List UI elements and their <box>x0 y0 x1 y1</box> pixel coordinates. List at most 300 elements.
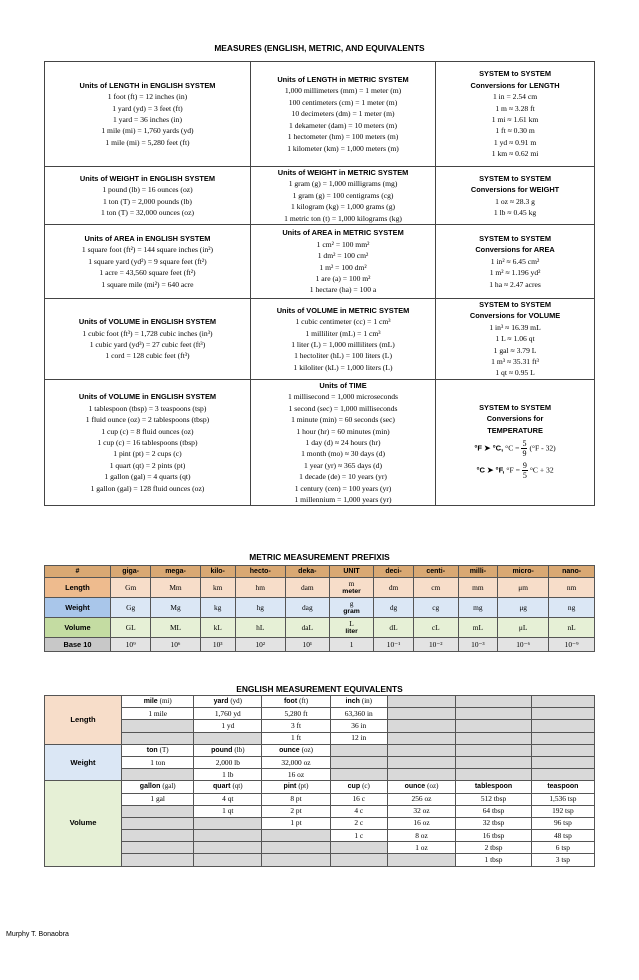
prefix-symbol: cL <box>431 623 440 632</box>
cell-line: 1 in³ ≈ 16.39 mL <box>489 322 541 332</box>
volume-cell: 1 pt <box>262 817 331 829</box>
prefix-symbol: Gm <box>125 583 137 592</box>
cell-line: 1 pint (pt) = 2 cups (c) <box>113 449 182 459</box>
cell-line: 1 year (yr) ≈ 365 days (d) <box>304 460 383 470</box>
volume-cell <box>262 830 331 842</box>
length-header-cell <box>122 696 194 708</box>
volume-cell <box>194 817 262 829</box>
volume-cell: 4 c <box>330 805 387 817</box>
unit-abbr: (c) <box>362 782 370 791</box>
unit-abbr: (T) <box>159 745 169 754</box>
length-row <box>45 720 595 732</box>
cell-line: 1 dm² = 100 cm² <box>317 251 369 261</box>
prefix-cell <box>151 598 200 618</box>
prefix-symbol: kg <box>213 603 222 612</box>
volume-cell: 32 oz <box>387 805 456 817</box>
cell-line: 1 cm² = 100 mm² <box>316 239 370 249</box>
weight-cell: 32,000 oz <box>262 756 331 768</box>
volume-cell: 32 tbsp <box>456 817 531 829</box>
english-title: ENGLISH MEASUREMENT EQUIVALENTS <box>236 684 403 694</box>
prefix-row <box>45 638 595 652</box>
volume-header-row <box>45 781 595 793</box>
units-grid <box>44 61 595 506</box>
cell-line: 1 minute (min) = 60 seconds (sec) <box>291 415 395 425</box>
prefix-row-label: Weight <box>45 598 111 618</box>
length-row <box>45 708 595 720</box>
volume-cell: 1 tbsp <box>456 854 531 866</box>
cell-line: 1 dekameter (dam) = 10 meters (m) <box>289 120 398 130</box>
unit-name: pint <box>283 783 297 791</box>
prefix-cell <box>110 578 150 598</box>
prefix-header-cell: UNIT <box>329 566 373 578</box>
prefix-symbol: kL <box>213 623 222 632</box>
cell-line: 1 in = 2.54 cm <box>492 92 538 102</box>
volume-header-cell <box>387 781 456 793</box>
cell-line: 1 second (sec) = 1,000 milliseconds <box>288 403 398 413</box>
cell-heading: Units of VOLUME in ENGLISH SYSTEM <box>78 317 217 327</box>
prefix-cell: 10² <box>235 638 285 652</box>
length-header-cell <box>456 696 531 708</box>
formula-label: °F ➤ °C, <box>474 443 504 453</box>
prefix-cell <box>413 618 458 638</box>
weight-cell: 16 oz <box>262 769 331 781</box>
weight-header-cell <box>330 744 387 756</box>
formula-label: °C ➤ °F, <box>476 465 505 475</box>
unit-name: cup <box>347 783 361 791</box>
author-footer: Murphy T. Bonaobra <box>6 931 69 938</box>
fraction-denominator: 5 <box>522 471 527 481</box>
cell-line: 1 cubic yard (yd³) = 27 cubic feet (ft³) <box>89 339 206 349</box>
cell-line: 1 day (d) ≈ 24 hours (hr) <box>305 437 381 447</box>
weight-header-cell <box>387 744 456 756</box>
cell-subheading: Conversions for LENGTH <box>470 80 560 90</box>
cell-heading: SYSTEM to SYSTEM <box>479 300 551 310</box>
prefix-cell <box>200 598 235 618</box>
grid-cell <box>250 379 435 505</box>
unit-name: yard <box>213 698 229 706</box>
cell-heading: SYSTEM to SYSTEM <box>479 234 551 244</box>
prefix-cell <box>235 618 285 638</box>
prefix-symbol: mm <box>472 583 484 592</box>
length-cell: 12 in <box>330 732 387 744</box>
weight-cell <box>531 756 594 768</box>
cell-line: 1 gallon (gal) = 128 fluid ounces (oz) <box>90 483 205 493</box>
volume-cell: 1 oz <box>387 842 456 854</box>
length-cell <box>194 732 262 744</box>
prefix-row <box>45 578 595 598</box>
length-cell: 63,360 in <box>330 708 387 720</box>
weight-cell <box>456 756 531 768</box>
prefix-symbol: hg <box>256 603 264 612</box>
grid-cell <box>436 225 595 299</box>
cell-line: 1 gram (g) = 1,000 milligrams (mg) <box>288 179 398 189</box>
cell-heading: Units of WEIGHT in METRIC SYSTEM <box>277 168 409 177</box>
length-cell <box>387 720 456 732</box>
fraction-numerator: 9 <box>522 461 527 471</box>
volume-cell <box>122 817 194 829</box>
grid-cell <box>250 299 435 380</box>
prefix-symbol: nm <box>566 583 577 592</box>
unit-abbr: (lb) <box>234 745 245 754</box>
volume-cell <box>122 854 194 866</box>
prefix-cell: 1 <box>329 638 373 652</box>
cell-line: 1 km ≈ 0.62 mi <box>491 149 539 159</box>
cell-line: 1 square foot (ft²) = 144 square inches (in²) <box>81 245 214 255</box>
cell-line: 1 fluid ounce (oz) = 2 tablespoons (tbsp) <box>85 415 210 425</box>
volume-row <box>45 793 595 805</box>
prefix-cell <box>235 578 285 598</box>
unit-abbr: (yd) <box>230 697 243 706</box>
prefix-cell <box>151 578 200 598</box>
cell-line: 1 acre = 43,560 square feet (ft²) <box>99 268 196 278</box>
prefix-cell: 10⁻⁹ <box>549 638 595 652</box>
volume-cell: 96 tsp <box>531 817 594 829</box>
weight-cell <box>387 756 456 768</box>
length-row <box>45 732 595 744</box>
cell-line: 1 qt ≈ 0.95 L <box>495 368 535 378</box>
length-header-cell <box>330 696 387 708</box>
cell-line: 1 millisecond = 1,000 microseconds <box>288 392 398 402</box>
volume-cell <box>262 854 331 866</box>
prefix-row <box>45 598 595 618</box>
prefix-cell <box>285 618 329 638</box>
cell-line: 1 cord = 128 cubic feet (ft³) <box>105 351 190 361</box>
prefix-header-cell: nano- <box>549 566 595 578</box>
cell-line: 1 square yard (yd²) = 9 square feet (ft²) <box>88 256 207 266</box>
length-cell <box>456 732 531 744</box>
grid-row <box>45 299 595 380</box>
cell-heading: Units of AREA in METRIC SYSTEM <box>282 228 404 238</box>
cell-line: 1 square mile (mi²) = 640 acre <box>101 279 194 289</box>
weight-cell <box>456 769 531 781</box>
weight-cell <box>330 756 387 768</box>
cell-line: 1 metric ton (t) = 1,000 kilograms (kg) <box>284 213 402 223</box>
cell-line: 100 centimeters (cm) = 1 meter (m) <box>288 97 398 107</box>
unit-name: ounce <box>279 746 300 754</box>
unit-abbr: (in) <box>361 697 372 706</box>
volume-cell: 64 tbsp <box>456 805 531 817</box>
prefix-symbol: mL <box>472 623 484 632</box>
cell-line: 1 gal ≈ 3.79 L <box>493 345 537 355</box>
prefix-symbol: km <box>212 583 223 592</box>
weight-label: Weight <box>45 744 122 781</box>
page-title: MEASURES (ENGLISH, METRIC, AND EQUIVALENTS <box>214 43 425 53</box>
cell-line: 1 liter (L) = 1,000 milliliters (mL) <box>291 339 395 349</box>
prefix-cell: 10⁻¹ <box>374 638 414 652</box>
prefix-header-cell: giga- <box>110 566 150 578</box>
prefix-cell <box>498 598 549 618</box>
prefix-symbol: μL <box>518 623 528 632</box>
prefix-symbol: μg <box>519 603 527 612</box>
weight-header-cell <box>456 744 531 756</box>
prefix-row-label: Length <box>45 578 111 598</box>
cell-line: 1 yd ≈ 0.91 m <box>493 137 537 147</box>
prefix-title: METRIC MEASUREMENT PREFIXIS <box>249 552 390 562</box>
weight-cell <box>122 769 194 781</box>
unit-name: ton <box>146 746 158 754</box>
cell-subheading: Conversions for AREA <box>475 245 555 255</box>
unit-abbr: (qt) <box>232 782 243 791</box>
prefix-cell: 10⁹ <box>110 638 150 652</box>
prefix-cell <box>458 598 498 618</box>
prefix-cell <box>329 618 373 638</box>
unit-name: gallon <box>139 783 161 791</box>
grid-cell <box>45 225 251 299</box>
weight-row <box>45 756 595 768</box>
length-cell <box>531 720 594 732</box>
length-header-row <box>45 696 595 708</box>
grid-cell <box>250 167 435 225</box>
prefix-symbol: hm <box>255 583 265 592</box>
cell-heading: Units of VOLUME in ENGLISH SYSTEM <box>78 392 217 402</box>
prefix-cell <box>458 578 498 598</box>
volume-cell: 2 pt <box>262 805 331 817</box>
length-cell: 1 yd <box>194 720 262 732</box>
cell-line: 1 m² ≈ 1.196 yd² <box>489 268 541 278</box>
volume-cell: 2 tbsp <box>456 842 531 854</box>
cell-line: 1 decade (de) = 10 years (yr) <box>299 472 387 482</box>
prefix-cell <box>498 578 549 598</box>
prefix-symbol: Mm <box>169 583 182 592</box>
length-cell <box>387 732 456 744</box>
prefix-cell <box>374 598 414 618</box>
cell-line: 1 L ≈ 1.06 qt <box>495 334 535 344</box>
cell-line: 1 hectare (ha) = 100 a <box>309 285 377 295</box>
cell-line: 1 millennium = 1,000 years (yr) <box>294 494 392 504</box>
prefix-symbol: dam <box>300 583 314 592</box>
length-header-cell <box>531 696 594 708</box>
volume-header-cell <box>330 781 387 793</box>
prefix-cell <box>498 618 549 638</box>
prefix-row-label: Volume <box>45 618 111 638</box>
volume-cell <box>330 854 387 866</box>
volume-row <box>45 830 595 842</box>
temperature-formula <box>437 439 593 458</box>
volume-header-cell <box>122 781 194 793</box>
prefix-cell <box>110 618 150 638</box>
cell-line: 1 mile (mi) = 1,760 yards (yd) <box>101 126 194 136</box>
volume-row <box>45 842 595 854</box>
unit-name: foot <box>283 698 298 706</box>
prefix-header-cell: deka- <box>285 566 329 578</box>
prefix-cell <box>549 598 595 618</box>
cell-line: 1 cup (c) = 16 tablespoons (tbsp) <box>97 437 198 447</box>
cell-line: 1 foot (ft) = 12 inches (in) <box>107 92 188 102</box>
fraction-denominator: 9 <box>522 449 527 459</box>
prefix-header-row <box>45 566 595 578</box>
unit-abbr: (gal) <box>162 782 176 791</box>
cell-line: 1 oz ≈ 28.3 g <box>495 196 535 206</box>
prefix-symbol: cm <box>431 583 441 592</box>
volume-cell <box>387 854 456 866</box>
cell-line: 1 yard (yd) = 3 feet (ft) <box>112 103 183 113</box>
prefix-symbol: nL <box>567 623 576 632</box>
volume-cell: 8 oz <box>387 830 456 842</box>
volume-cell: 1 c <box>330 830 387 842</box>
length-cell: 1,760 yd <box>194 708 262 720</box>
prefix-cell <box>329 578 373 598</box>
cell-heading: Units of AREA in ENGLISH SYSTEM <box>84 234 211 244</box>
prefix-header-cell: kilo- <box>200 566 235 578</box>
unit-abbr: (mi) <box>159 697 172 706</box>
volume-cell: 6 tsp <box>531 842 594 854</box>
prefix-symbol: L <box>349 619 354 628</box>
formula-rhs: °C + 32 <box>529 465 554 475</box>
prefix-symbol: dL <box>389 623 398 632</box>
volume-cell <box>122 830 194 842</box>
prefix-symbol: ng <box>567 603 576 612</box>
cell-subheading: TEMPERATURE <box>487 425 543 435</box>
cell-line: 1 ton (T) = 32,000 ounces (oz) <box>100 207 195 217</box>
weight-cell <box>330 769 387 781</box>
prefix-symbol: ML <box>169 623 182 632</box>
cell-line: 1 quart (qt) = 2 pints (pt) <box>109 460 186 470</box>
prefix-symbol: GL <box>125 623 136 632</box>
weight-header-cell <box>262 744 331 756</box>
weight-cell: 2,000 lb <box>194 756 262 768</box>
prefix-cell <box>374 578 414 598</box>
unit-name: teaspoon <box>547 782 579 790</box>
unit-name: meter <box>342 588 361 595</box>
grid-row <box>45 167 595 225</box>
volume-cell: 1,536 tsp <box>531 793 594 805</box>
cell-line: 1 mile (mi) = 5,280 feet (ft) <box>105 137 190 147</box>
volume-header-cell <box>456 781 531 793</box>
grid-cell <box>250 225 435 299</box>
length-header-cell <box>387 696 456 708</box>
prefix-cell <box>413 578 458 598</box>
volume-cell: 48 tsp <box>531 830 594 842</box>
formula-rhs: (°F - 32) <box>529 443 556 453</box>
length-cell: 1 ft <box>262 732 331 744</box>
cell-line: 1 cubic foot (ft³) = 1,728 cubic inches (in³) <box>82 328 213 338</box>
cell-line: 1,000 millimeters (mm) = 1 meter (m) <box>284 86 402 96</box>
cell-line: 1 are (a) = 100 m² <box>315 273 371 283</box>
length-cell <box>531 732 594 744</box>
grid-row <box>45 62 595 167</box>
cell-subheading: Conversions for <box>486 414 544 424</box>
cell-line: 1 cup (c) = 8 fluid ounces (oz) <box>101 426 194 436</box>
cell-line: 1 ha ≈ 2.47 acres <box>489 279 541 289</box>
prefix-cell: 10⁶ <box>151 638 200 652</box>
grid-cell <box>250 62 435 167</box>
volume-cell: 3 tsp <box>531 854 594 866</box>
prefix-cell <box>200 618 235 638</box>
grid-cell <box>436 379 595 505</box>
fraction <box>522 461 528 480</box>
cell-line: 1 ton (T) = 2,000 pounds (lb) <box>103 196 192 206</box>
volume-row <box>45 805 595 817</box>
prefix-symbol: Mg <box>170 603 181 612</box>
cell-heading: Units of VOLUME in METRIC SYSTEM <box>276 305 410 315</box>
prefix-header-cell: deci- <box>374 566 414 578</box>
unit-name: ounce <box>404 783 426 791</box>
length-cell <box>456 720 531 732</box>
prefix-symbol: μm <box>518 583 529 592</box>
volume-cell <box>194 830 262 842</box>
volume-cell: 1 gal <box>122 793 194 805</box>
volume-cell <box>122 805 194 817</box>
prefix-symbol: mg <box>473 603 483 612</box>
length-cell: 1 mile <box>122 708 194 720</box>
length-header-cell <box>194 696 262 708</box>
prefix-cell <box>151 618 200 638</box>
prefix-row-label: Base 10 <box>45 638 111 652</box>
prefix-cell: 10⁻³ <box>458 638 498 652</box>
volume-cell: 8 pt <box>262 793 331 805</box>
prefix-header-cell: milli- <box>458 566 498 578</box>
cell-line: 1 m³ ≈ 35.31 ft³ <box>491 357 539 367</box>
volume-cell <box>194 842 262 854</box>
length-cell <box>122 732 194 744</box>
unit-abbr: (oz) <box>427 782 439 791</box>
weight-cell <box>387 769 456 781</box>
grid-row <box>45 379 595 505</box>
volume-cell: 16 tbsp <box>456 830 531 842</box>
length-cell: 36 in <box>330 720 387 732</box>
cell-line: 1 gallon (gal) = 4 quarts (qt) <box>104 472 191 482</box>
length-label: Length <box>45 696 122 745</box>
prefix-header-cell: mega- <box>151 566 200 578</box>
cell-line: 1 ft ≈ 0.30 m <box>495 126 535 136</box>
fraction <box>521 439 527 458</box>
volume-header-cell <box>531 781 594 793</box>
weight-header-cell <box>531 744 594 756</box>
length-cell: 5,280 ft <box>262 708 331 720</box>
unit-name: quart <box>213 783 231 791</box>
weight-header-cell <box>194 744 262 756</box>
cell-line: 1 hectometer (hm) = 100 meters (m) <box>287 132 399 142</box>
prefix-cell <box>549 578 595 598</box>
volume-cell: 512 tbsp <box>456 793 531 805</box>
volume-row <box>45 854 595 866</box>
prefix-header-cell: # <box>45 566 111 578</box>
prefix-row <box>45 618 595 638</box>
unit-abbr: (pt) <box>298 782 309 791</box>
length-cell <box>122 720 194 732</box>
cell-line: 1 m ≈ 3.28 ft <box>495 103 535 113</box>
weight-cell: 1 lb <box>194 769 262 781</box>
prefix-cell <box>110 598 150 618</box>
prefix-cell: 10³ <box>200 638 235 652</box>
grid-cell <box>436 167 595 225</box>
volume-cell: 16 oz <box>387 817 456 829</box>
cell-heading: SYSTEM to SYSTEM <box>479 173 551 183</box>
prefix-cell <box>458 618 498 638</box>
cell-line: 1 in² ≈ 6.45 cm² <box>490 256 540 266</box>
unit-abbr: (oz) <box>301 745 313 754</box>
volume-header-cell <box>194 781 262 793</box>
volume-cell: 192 tsp <box>531 805 594 817</box>
weight-header-cell <box>122 744 194 756</box>
unit-abbr: (ft) <box>299 697 309 706</box>
weight-cell <box>531 769 594 781</box>
prefix-cell <box>329 598 373 618</box>
unit-name: pound <box>211 746 233 754</box>
grid-cell <box>45 167 251 225</box>
unit-name: mile <box>143 698 158 706</box>
grid-cell <box>436 62 595 167</box>
volume-cell: 256 oz <box>387 793 456 805</box>
unit-name: liter <box>345 628 358 635</box>
cell-subheading: Conversions for WEIGHT <box>470 185 560 195</box>
cell-line: 1 tablespoon (tbsp) = 3 teaspoons (tsp) <box>88 403 207 413</box>
unit-name: inch <box>345 698 360 706</box>
prefix-cell <box>413 598 458 618</box>
prefix-symbol: dm <box>388 583 399 592</box>
prefix-cell <box>374 618 414 638</box>
cell-heading: Units of WEIGHT in ENGLISH SYSTEM <box>79 173 216 183</box>
